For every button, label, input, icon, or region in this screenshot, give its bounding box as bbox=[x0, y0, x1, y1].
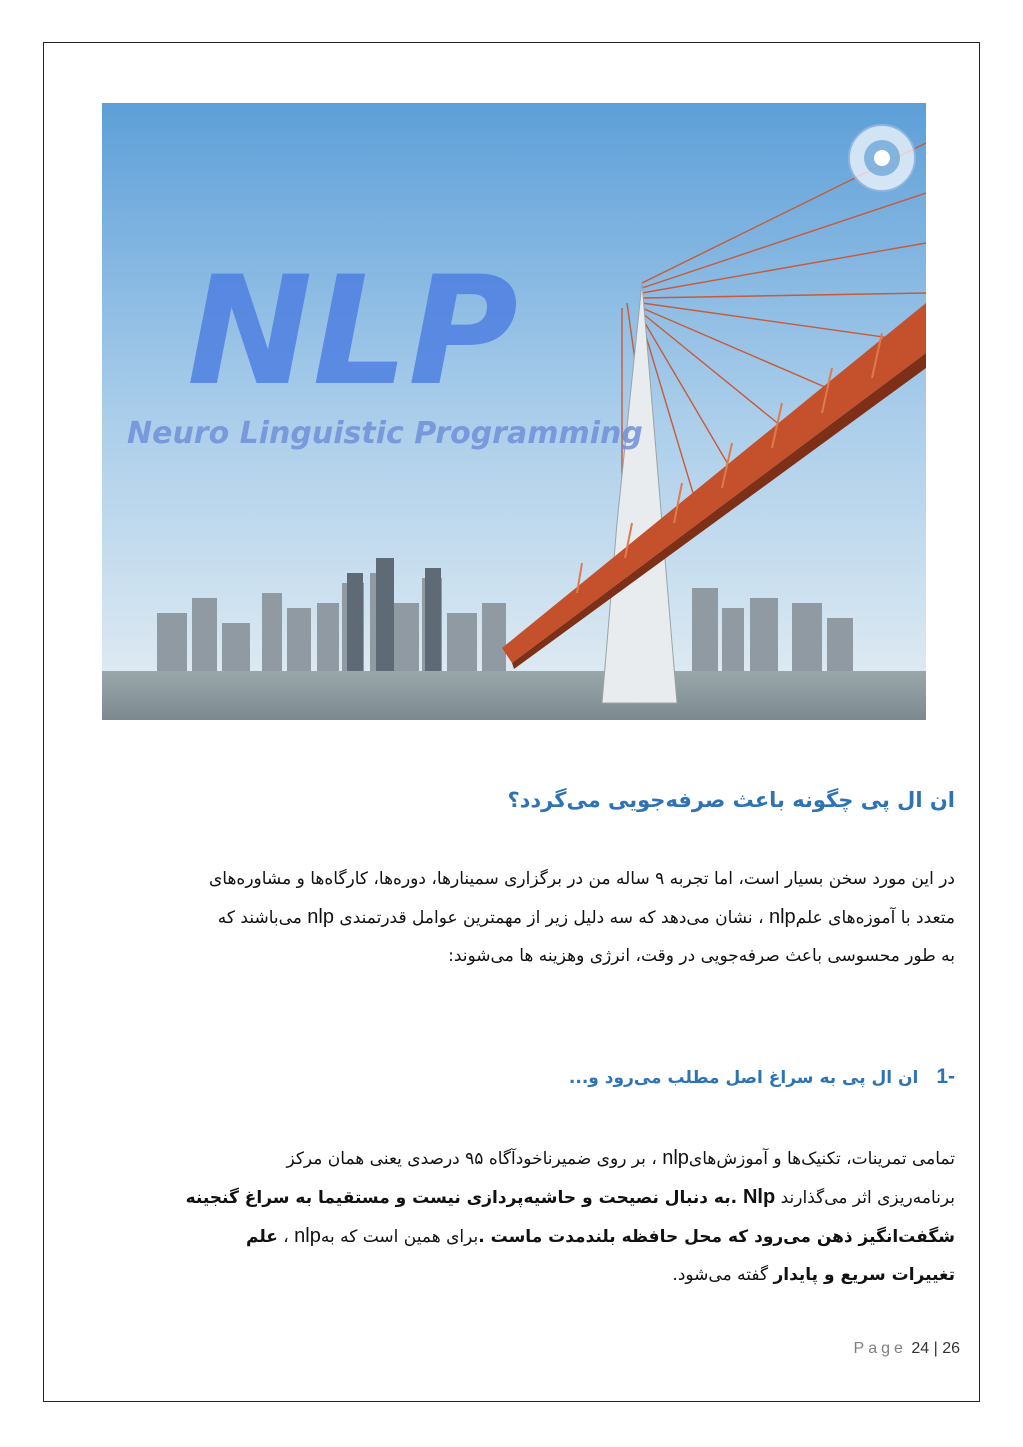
section-number: -1 bbox=[936, 1065, 955, 1088]
nlp-term: Nlp bbox=[742, 1186, 776, 1208]
nlp-term: nlp bbox=[307, 906, 334, 928]
nlp-term: nlp bbox=[662, 1147, 689, 1169]
bridge-illustration bbox=[102, 103, 926, 720]
body-line-2 bbox=[65, 1178, 955, 1217]
body-bold-text: .به دنبال نصیحت و حاشیه‌پردازی نیست و مستقیما به سراغ گنجینه bbox=[185, 1188, 743, 1208]
page-heading: ان ال پی چگونه باعث صرفه‌جویی می‌گردد؟ bbox=[507, 788, 955, 812]
hero-image bbox=[102, 103, 926, 720]
page-separator: | bbox=[933, 1340, 938, 1357]
body-text: تمامی تمرینات، تکنیک‌ها و آموزش‌های bbox=[688, 1149, 955, 1169]
logo-text: NLP bbox=[187, 245, 519, 419]
page-footer bbox=[780, 1340, 960, 1358]
body-text: برای همین است که به bbox=[320, 1227, 479, 1247]
section-heading bbox=[255, 1065, 955, 1089]
nlp-term: nlp bbox=[768, 906, 796, 928]
intro-line-1: در این مورد سخن بسیار است، اما تجربه ۹ ساله من در برگزاری سمینارها، دوره‌ها، کارگاه‌ها و مشاوره‌های bbox=[208, 869, 955, 889]
body-bold-text: شگفت‌انگیز ذهن می‌رود که محل حافظه بلندمدت ماست . bbox=[478, 1227, 955, 1247]
body-text: ، بر روی ضمیرناخودآگاه ۹۵ درصدی یعنی همان مرکز bbox=[286, 1149, 663, 1169]
body-line-3 bbox=[65, 1217, 955, 1256]
nlp-term: nlp bbox=[294, 1225, 321, 1247]
body-bold-text: علم bbox=[245, 1227, 278, 1247]
body-bold-text: تغییرات سریع و پایدار bbox=[773, 1265, 955, 1285]
page-current: 24 bbox=[911, 1340, 930, 1357]
page-total: 26 bbox=[942, 1340, 960, 1357]
intro-text: می‌باشند که bbox=[217, 908, 308, 928]
intro-paragraph bbox=[65, 860, 955, 975]
body-line-4 bbox=[65, 1256, 955, 1294]
logo-subtitle: Neuro Linguistic Programming bbox=[127, 416, 643, 451]
intro-text: ، نشان می‌دهد که سه دلیل زیر از مهمترین عوامل قدرتمندی bbox=[334, 908, 769, 928]
body-text: برنامه‌ریزی اثر می‌گذارند bbox=[775, 1188, 955, 1208]
body-text: ، bbox=[277, 1227, 295, 1247]
body-paragraph bbox=[65, 1139, 955, 1294]
intro-line-2 bbox=[65, 898, 955, 937]
intro-line-3: به طور محسوسی باعث صرفه‌جویی در وقت، انرژی وهزینه ها می‌شوند: bbox=[448, 946, 955, 966]
body-line-1 bbox=[65, 1139, 955, 1178]
emblem-icon bbox=[849, 125, 915, 191]
intro-text: متعدد با آموزه‌های علم bbox=[795, 908, 955, 928]
page-label: Page bbox=[853, 1340, 907, 1357]
body-text: گفته می‌شود. bbox=[672, 1265, 774, 1285]
section-title: ان ال پی به سراغ اصل مطلب می‌رود و... bbox=[568, 1068, 919, 1088]
